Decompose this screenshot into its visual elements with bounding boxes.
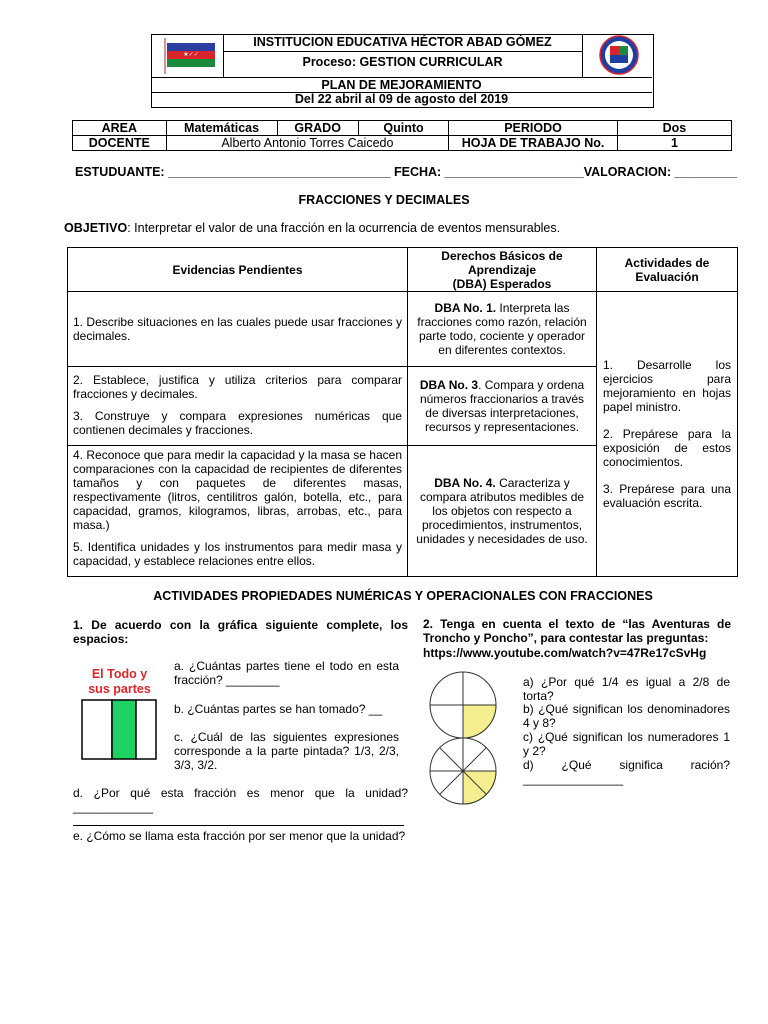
- docente-label: DOCENTE: [73, 136, 167, 151]
- hoja-value: 1: [617, 136, 731, 151]
- question-1d: d. ¿Por qué esta fracción es menor que la unidad? ____________: [73, 786, 408, 814]
- docente-value: Alberto Antonio Torres Caicedo: [166, 136, 449, 151]
- activities-title: ACTIVIDADES PROPIEDADES NUMÉRICAS Y OPERACIONALES CON FRACCIONES: [153, 589, 653, 603]
- dba-4: [408, 446, 597, 577]
- activity-2: 2. Prepárese para la exposición de estos conocimientos.: [603, 427, 731, 469]
- valoracion-field[interactable]: VALORACION: _________: [583, 165, 738, 179]
- dba3-text: . Compara y ordena números fraccionarios a través de diversas interpretaciones, recursos y representaciones.: [419, 378, 585, 434]
- dba1-text: Interpreta las fracciones como razón, relación parte todo, cociente y operador en diferentes contextos.: [417, 301, 587, 357]
- dba4-text: Caracteriza y compara atributos medibles de los objetos con respecto a procedimientos, instrumentos, unidades y necesidades de uso.: [416, 476, 588, 546]
- section2-prompt: 2. Tenga en cuenta el texto de “las Aventuras de Troncho y Poncho”, para contestar las preguntas:: [423, 617, 731, 645]
- question-1e: e. ¿Cómo se llama esta fracción por ser menor que la unidad?: [73, 829, 406, 843]
- dba4-label: DBA No. 4.: [434, 476, 496, 490]
- figure-label: El Todo y sus partes: [88, 667, 151, 696]
- fraction-part-2-shaded: [112, 700, 136, 759]
- dba1-label: DBA No. 1.: [434, 301, 497, 315]
- question-2b: b) ¿Qué significan los denominadores 4 y 8?: [523, 702, 730, 730]
- pie-quarters: [430, 672, 496, 738]
- video-link[interactable]: https://www.youtube.com/watch?v=47Re17cSvHg: [423, 646, 707, 660]
- question-1a: a. ¿Cuántas partes tiene el todo en esta fracción? ________: [174, 659, 399, 687]
- evidence-4: 4. Reconoce que para medir la capacidad y la masa se hacen comparaciones con la capacidad de recipientes de diferentes tamaños y con paquetes de diferentes masas, respectivamente (litros, centilitros galón, botella, etc., para capacidad, gramos, kilogramos, libras, arrobas, etc., para masa.): [73, 448, 402, 532]
- institution-name: INSTITUCION EDUCATIVA HÉCTOR ABAD GÓMEZ: [223, 34, 582, 52]
- col-actividades-header: Actividades de Evaluación: [597, 248, 738, 292]
- activity-1: 1. Desarrolle los ejercicios para mejoramiento en hojas papel ministro.: [603, 358, 731, 414]
- dba-header-line2: (DBA) Esperados: [452, 276, 552, 291]
- svg-text:★✓✓: ★✓✓: [183, 51, 199, 58]
- school-seal: [582, 34, 653, 77]
- fraction-figure: [81, 699, 157, 760]
- question-2d: d) ¿Qué significa ración? _______________: [523, 758, 730, 786]
- evidence-2-3: [68, 367, 408, 446]
- school-seal-icon: [583, 34, 653, 77]
- page-title: FRACCIONES Y DECIMALES: [298, 193, 470, 207]
- periodo-label: PERIODO: [449, 121, 618, 136]
- col-dba-header: [408, 248, 597, 292]
- question-2a: a) ¿Por qué 1/4 es igual a 2/8 de torta?: [523, 675, 730, 703]
- objective-label: OBJETIVO: [64, 221, 128, 235]
- activity-3: 3. Prepárese para una evaluación escrita.: [603, 482, 731, 510]
- area-label: AREA: [73, 121, 167, 136]
- flag-icon: [151, 34, 223, 77]
- objective-text: : Interpretar el valor de una fracción en la ocurrencia de eventos mensurables.: [127, 221, 561, 235]
- dba3-label: DBA No. 3: [419, 378, 479, 392]
- col-evidencias-header: Evidencias Pendientes: [68, 248, 408, 292]
- periodo-value: Dos: [617, 121, 731, 136]
- grado-label: GRADO: [277, 121, 358, 136]
- area-value: Matemáticas: [166, 121, 277, 136]
- evidence-4-5: [68, 446, 408, 577]
- question-1b: b. ¿Cuántas partes se han tomado? __: [174, 702, 383, 716]
- main-table: [67, 247, 738, 577]
- fecha-field[interactable]: FECHA: ____________________: [394, 165, 584, 179]
- question-1c: c. ¿Cuál de las siguientes expresiones corresponde a la parte pintada? 1/3, 2/3, 3/3, 3/2.: [174, 730, 399, 772]
- evidence-5: 5. Identifica unidades y los instrumentos para medir masa y capacidad, y establece relaciones entre ellos.: [73, 540, 402, 568]
- pie-figures: [427, 670, 499, 806]
- student-line: [75, 165, 738, 179]
- question-2c: c) ¿Qué significan los numeradores 1 y 2?: [523, 730, 730, 758]
- flag-logo: [151, 34, 224, 77]
- info-table: [72, 120, 732, 151]
- evidence-3: 3. Construye y compara expresiones numéricas que contienen decimales y fracciones.: [73, 409, 402, 437]
- pie-quarter-shaded: [463, 705, 496, 738]
- answer-line: [73, 825, 404, 826]
- fraction-part-3: [136, 700, 156, 759]
- section1-prompt: 1. De acuerdo con la gráfica siguiente complete, los espacios:: [73, 618, 408, 646]
- evidence-1: 1. Describe situaciones en las cuales puede usar fracciones y decimales.: [68, 292, 408, 367]
- process-name: Proceso: GESTION CURRICULAR: [302, 55, 503, 69]
- plan-title: PLAN DE MEJORAMIENTO: [151, 77, 652, 93]
- plan-dates: Del 22 abril al 09 de agosto del 2019: [294, 92, 509, 106]
- dba-1: [408, 292, 597, 367]
- activities-cell: [597, 292, 738, 577]
- grado-value: Quinto: [358, 121, 448, 136]
- evidence-2: 2. Establece, justifica y utiliza criterios para comparar fracciones y decimales.: [73, 373, 402, 401]
- fraction-part-1: [82, 700, 112, 759]
- pie-eighths: [430, 738, 496, 804]
- dba-header-line1: Derechos Básicos de Aprendizaje: [441, 248, 563, 277]
- objective: [64, 221, 744, 235]
- dba-3: [408, 367, 597, 446]
- estudiante-field[interactable]: ESTUDUANTE: ________________________________: [75, 165, 391, 179]
- hoja-label: HOJA DE TRABAJO No.: [449, 136, 618, 151]
